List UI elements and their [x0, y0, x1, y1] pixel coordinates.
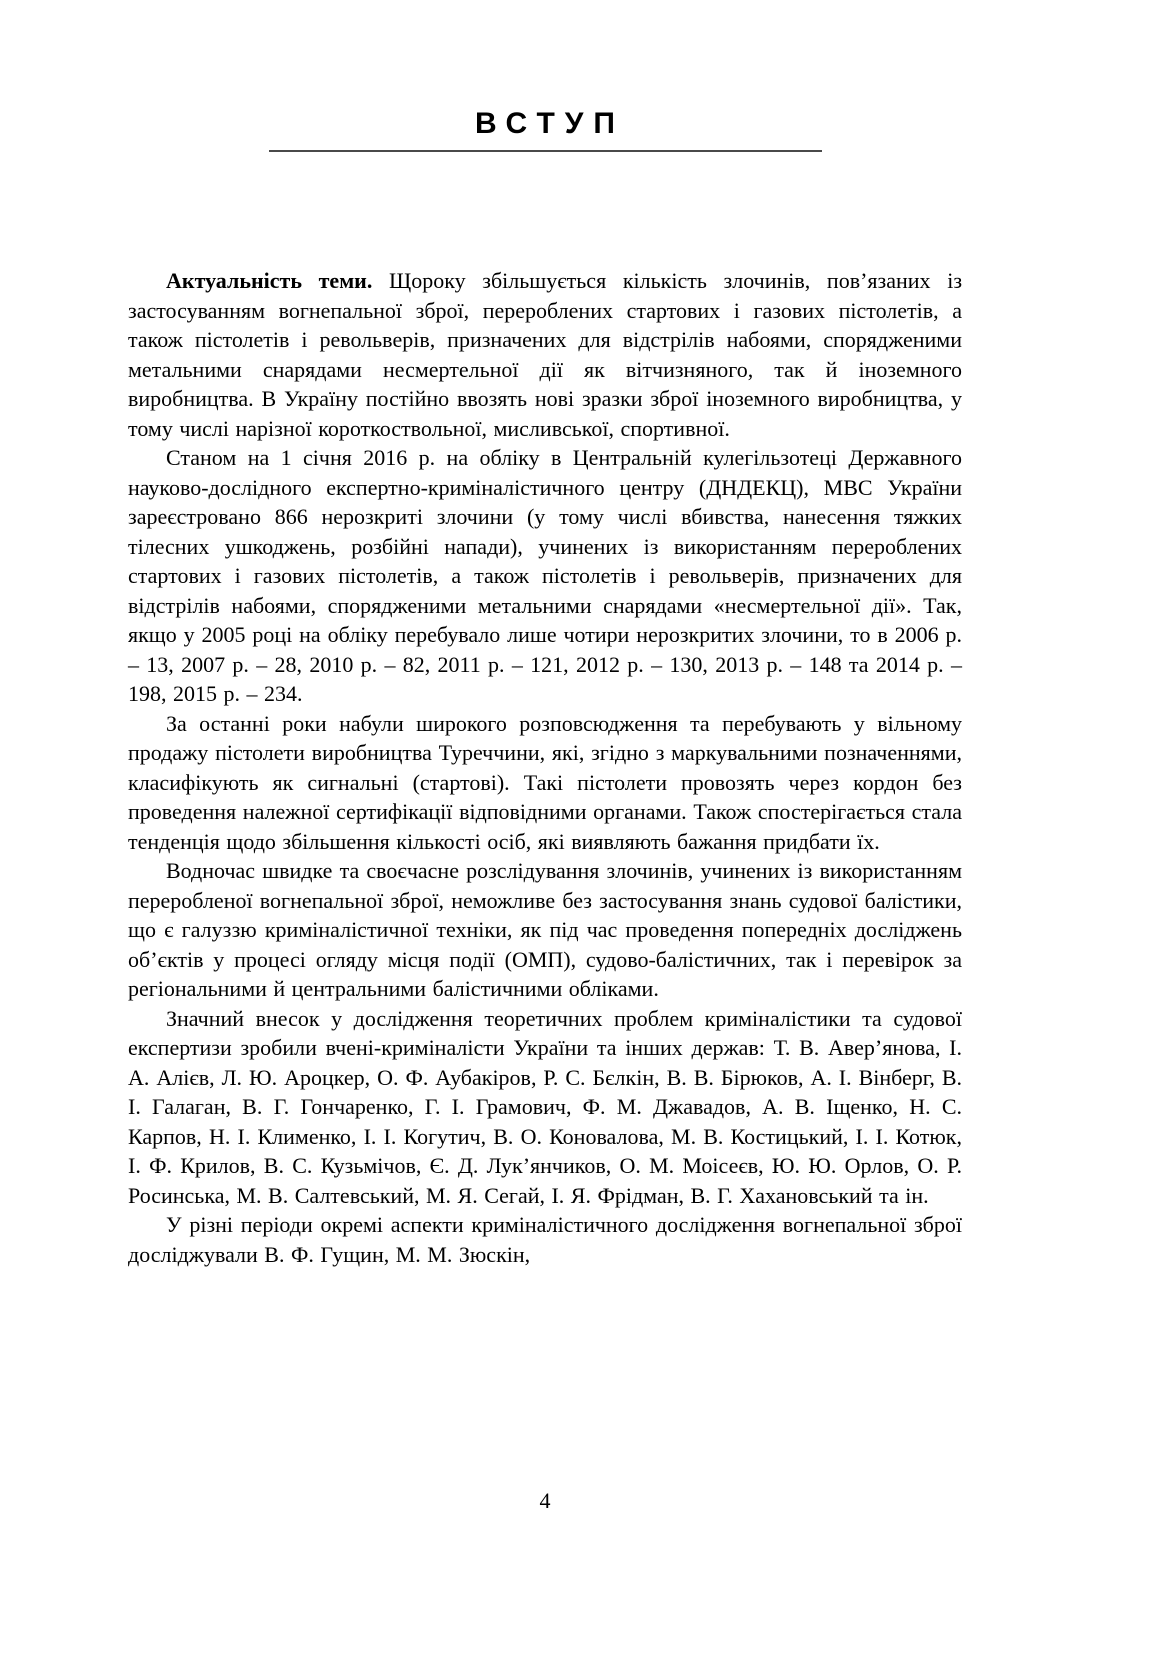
paragraph-6: У різні періоди окремі аспекти криміналістичного дослідження вогнепальної зброї досліджували В. Ф. Гущин, М. М. Зюскін,: [128, 1212, 962, 1267]
page-number: 4: [539, 1488, 551, 1513]
title-underline-rule: [269, 150, 822, 152]
paragraph-1-text: Щороку збільшується кількість злочинів, пов’язаних із застосуванням вогнепальної зброї, перероблених стартових і газових пістолетів, а також пістолетів і револьверів, призначених для відстрілів набоями, спорядженими метальними снарядами несмертельної дії як вітчизняного, так й іноземного виробництва. В Україну постійно ввозять нові зразки зброї іноземного виробництва, у тому числі нарізної короткоствольної, мисливської, спортивної.: [128, 268, 963, 441]
paragraph-4: Водночас швидке та своєчасне розслідування злочинів, учинених із використанням переробленої вогнепальної зброї, неможливе без застосування знань судової балістики, що є галуззю криміналістичної техніки, як під час проведення попередніх досліджень об’єктів у процесі огляду місця події (ОМП), судово-балістичних, так і перевірок за регіональними й центральними балістичними обліками.: [128, 858, 962, 1001]
document-body: [128, 266, 962, 1269]
page-title: ВСТУП: [475, 107, 625, 140]
paragraph-1: [128, 266, 962, 443]
paragraph-1-lead: Актуальність теми.: [166, 268, 373, 293]
paragraph-3: За останні роки набули широкого розповсюдження та перебувають у вільному продажу пістолети виробництва Туреччини, які, згідно з маркувальними позначеннями, класифікують як сигнальні (стартові). Такі пістолети провозять через кордон без проведення належної сертифікації відповідними органами. Також спостерігається стала тенденція щодо збільшення кількості осіб, які виявляють бажання придбати їх.: [128, 710, 962, 854]
paragraph-5: Значний внесок у дослідження теоретичних проблем криміналістики та судової експертизи зробили вчені-криміналісти України та інших держав: Т. В. Авер’янова, І. А. Алієв, Л. Ю. Ароцкер, О. Ф. Аубакіров, Р. С. Бєлкін, В. В. Бірюков, А. І. Вінберг, В. І. Галаган, В. Г. Гончаренко, Г. І. Грамович, Ф. М. Джавадов, А. В. Іщенко, Н. С. Карпов, Н. І. Клименко, І. І. Когутич, В. О. Коновалова, М. В. Костицький, І. І. Котюк, І. Ф. Крилов, В. С. Кузьмічов, Є. Д. Лук’янчиков, О. М. Моісеєв, Ю. Ю. Орлов, О. Р. Росинська, М. В. Салтевський, М. Я. Сегай, І. Я. Фрідман, В. Г. Хахановський та ін.: [128, 1005, 962, 1208]
paragraph-2: Станом на 1 січня 2016 р. на обліку в Центральній кулегільзотеці Державного науково-дослідного експертно-криміналістичного центру (ДНДЕКЦ), МВС України зареєстровано 866 нерозкриті злочини (у тому числі вбивства, нанесення тяжких тілесних ушкоджень, розбійні напади), учинених із використанням перероблених стартових і газових пістолетів, а також пістолетів і револьверів, призначених для відстрілів набоями, спорядженими метальними снарядами «несмертельної дії». Так, якщо у 2005 році на обліку перебувало лише чотири нерозкритих злочини, то в 2006 р. – 13, 2007 р. – 28, 2010 р. – 82, 2011 р. – 121, 2012 р. – 130, 2013 р. – 148 та 2014 р. – 198, 2015 р. – 234.: [128, 445, 962, 706]
